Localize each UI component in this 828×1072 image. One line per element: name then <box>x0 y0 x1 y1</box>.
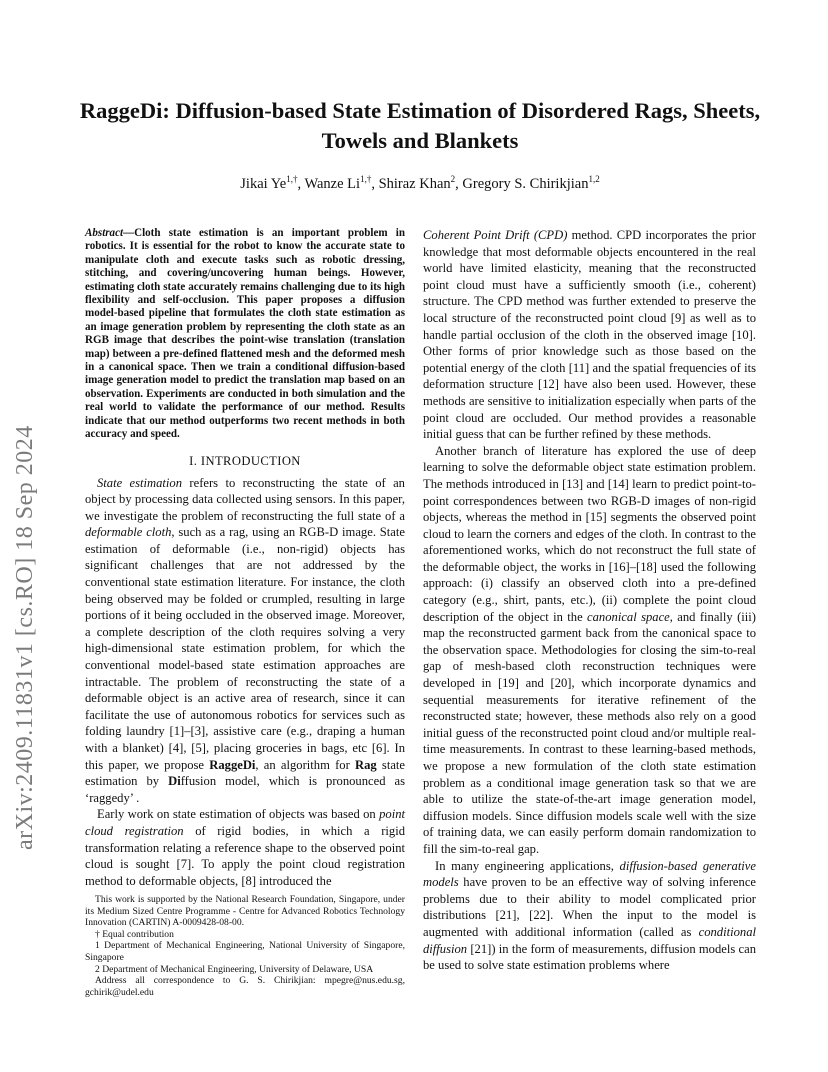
intro-paragraph-1 <box>85 475 405 807</box>
author-affiliation-mark: 1,† <box>360 174 372 184</box>
text-span: Early work on state estimation of objects was based on <box>97 807 380 822</box>
text-span: Rag <box>355 757 377 772</box>
text-span: Coherent Point Drift (CPD) <box>423 228 568 242</box>
footnote-funding: This work is supported by the National Research Foundation, Singapore, under its Medium Sized Centre Programme - Centre for Advanced Robotics Technology Innovation (CARTIN) A-0009428-08-00. <box>85 894 405 929</box>
text-span: diffusion-based generative models <box>423 858 756 890</box>
text-span: Di <box>168 774 181 789</box>
arxiv-identifier-stamp: arXiv:2409.11831v1 [cs.RO] 18 Sep 2024 <box>12 425 38 850</box>
text-span: point cloud registration <box>85 807 405 838</box>
section-heading-introduction: I. INTRODUCTION <box>189 453 301 468</box>
text-span: deformable cloth <box>85 525 172 540</box>
right-column <box>423 227 756 974</box>
author-affiliation-mark: 1,† <box>286 174 298 184</box>
text-span: RaggeDi <box>209 757 256 772</box>
footnote-affiliation-1: 1 Department of Mechanical Engineering, National University of Singapore, Singapore <box>85 940 405 963</box>
left-column <box>85 227 405 889</box>
author-name: Shiraz Khan <box>378 175 451 192</box>
intro-paragraph-2 <box>85 806 405 889</box>
text-span: Another branch of literature has explored the use of deep learning to solve the deformable object state estimation problem. The methods introduced in [13] and [14] learn to predict point-to-point correspondences between two RGB-D images of non-rigid objects, whereas the method in [15] segments the observed point cloud to learn the corners and edges of the cloth. In contrast to the aforementioned works, which do not reconstruct the full state of the deformable object, the works in [16]–[18] used the following approach: (i) classify an observed cloth into a pre-defined category (e.g., shirt, pants, etc.), (ii) complete the point cloud description of the object in the <box>423 443 756 624</box>
footnote-equal-contribution: † Equal contribution <box>95 928 174 940</box>
author-name: Jikai Ye <box>240 175 287 192</box>
author-name: Gregory S. Chirikjian <box>462 175 589 192</box>
footnote-correspondence: Address all correspondence to G. S. Chirikjian: mpegre@nus.edu.sg, gchirik@udel.edu <box>85 975 405 998</box>
footnotes <box>85 894 405 998</box>
intro-paragraph-5 <box>423 858 756 974</box>
text-span: refers to reconstructing the state of an object by processing data collected using sensors. In this paper, we investigate the problem of reconstructing the full state of a <box>85 475 405 523</box>
text-span: method. CPD incorporates the prior knowledge that most deformable objects encountered in the real world have limited elasticity, meaning that the reconstructed point cloud must have a sufficiently smooth (i.e., coherent) structure. The CPD method was further extended to preserve the local structure of the reconstructed point cloud [9] as well as to handle partial occlusion of the cloth in the observed image [10]. Other forms of prior knowledge such as those based on the potential energy of the cloth [11] and the spatial frequencies of its deformation structure [12] have also been used. However, these methods are sensitive to initialization especially when parts of the point cloud are occluded. Our method provides a reasonable initial guess that can be further refined by these methods. <box>423 228 757 442</box>
footnote-affiliation-2: 2 Department of Mechanical Engineering, University of Delaware, USA <box>95 963 374 975</box>
text-span: have proven to be an effective way of solving inference problems due to their ability to model complicated prior distributions [21], [22]. When the input to the model is augmented with additional information (called as <box>423 875 756 939</box>
text-span: State estimation <box>97 475 183 490</box>
text-span: , an algorithm for <box>255 757 355 772</box>
intro-paragraph-3 <box>423 227 756 443</box>
text-span: of rigid bodies, in which a rigid transformation relating a reference shape to the observed point cloud is sought [7]. To apply the point cloud registration method to deformable objects, [8] introduced the <box>85 823 406 888</box>
text-span: ffusion model, which is pronounced as ‘raggedy’ . <box>85 774 405 805</box>
abstract <box>85 227 405 442</box>
text-span: state estimation by <box>85 757 406 789</box>
abstract-lead: Abstract— <box>85 227 135 239</box>
text-span: In many engineering applications, <box>435 858 620 873</box>
text-span: conditional diffusion <box>423 924 756 956</box>
paper-title: RaggeDi: Diffusion-based State Estimation of Disordered Rags, Sheets, Towels and Blankets <box>79 98 761 153</box>
intro-paragraph-4 <box>423 443 756 858</box>
author-name: Wanze Li <box>304 175 361 192</box>
author-list: Jikai $Ye^{1,\dagger}$, Wanze $Li^{1,\dagger}$, Shiraz Khan$^2$, Gregory S. Chirikjian$^{1,2}$ <box>240 174 600 192</box>
text-span: , such as a rag, using an RGB-D image. State estimation of deformable (i.e., non-rigid) objects has significant challenges that are not addressed by the conventional state estimation literature. For instance, the cloth being observed may be folded or crumpled, resulting in large portions of it being occluded in the observed image. Moreover, a complete description of the cloth requires solving a very high-dimensional state estimation problem, for which the conventional model-based state estimation approaches are intractable. The problem of reconstructing the state of a deformable object is an active area of research, since it can facilitate the use of autonomous robotics for services such as folding laundry [1]–[3], assistive care (e.g., draping a human with a blanket) [4], [5], placing groceries in bags, etc [6]. In this paper, we propose <box>85 525 405 772</box>
text-span: [21]) in the form of measurements, diffusion models can be used to solve state estimation problems where <box>423 941 756 973</box>
abstract-text: Cloth state estimation is an important problem in robotics. It is essential for the robot to know the accurate state to manipulate cloth and execute tasks such as robotic dressing, stitching, and covering/uncovering human beings. However, estimating cloth state accurately remains challenging due to its high flexibility and self-occlusion. This paper proposes a diffusion model-based pipeline that formulates the cloth state estimation as an image generation problem by representing the cloth state as an RGB image that describes the point-wise translation (translation map) between a pre-defined flattened mesh and the deformed mesh in a canonical space. Then we train a conditional diffusion-based image generation model to predict the translation map based on an observation. Experiments are conducted in both simulation and the real world to validate the performance of our method. Results indicate that our method outperforms two recent methods in both accuracy and speed. <box>85 227 405 441</box>
text-span: , and finally (iii) map the reconstructed garment back from the canonical space to the observation space. Methodologies for closing the sim-to-real gap of mesh-based cloth reconstruction techniques were developed in [19] and [20], which incorporate dynamics and sequential measurements for iterative refinement of the reconstructed state; however, these methods also rely on a good initial guess of the reconstructed point cloud and/or multiple real-time measurements. In contrast to these learning-based methods, we propose a new formulation of the cloth state estimation problem as a conditional image generation task so that we are able to utilize the state-of-the-art image generation model, diffusion models. Since diffusion models scale well with the size of training data, we can easily perform domain randomization to fill the sim-to-real gap. <box>423 609 756 856</box>
author-affiliation-mark: 2 <box>450 174 456 184</box>
author-affiliation-mark: 1,2 <box>588 174 600 184</box>
text-span: canonical space <box>587 609 670 624</box>
